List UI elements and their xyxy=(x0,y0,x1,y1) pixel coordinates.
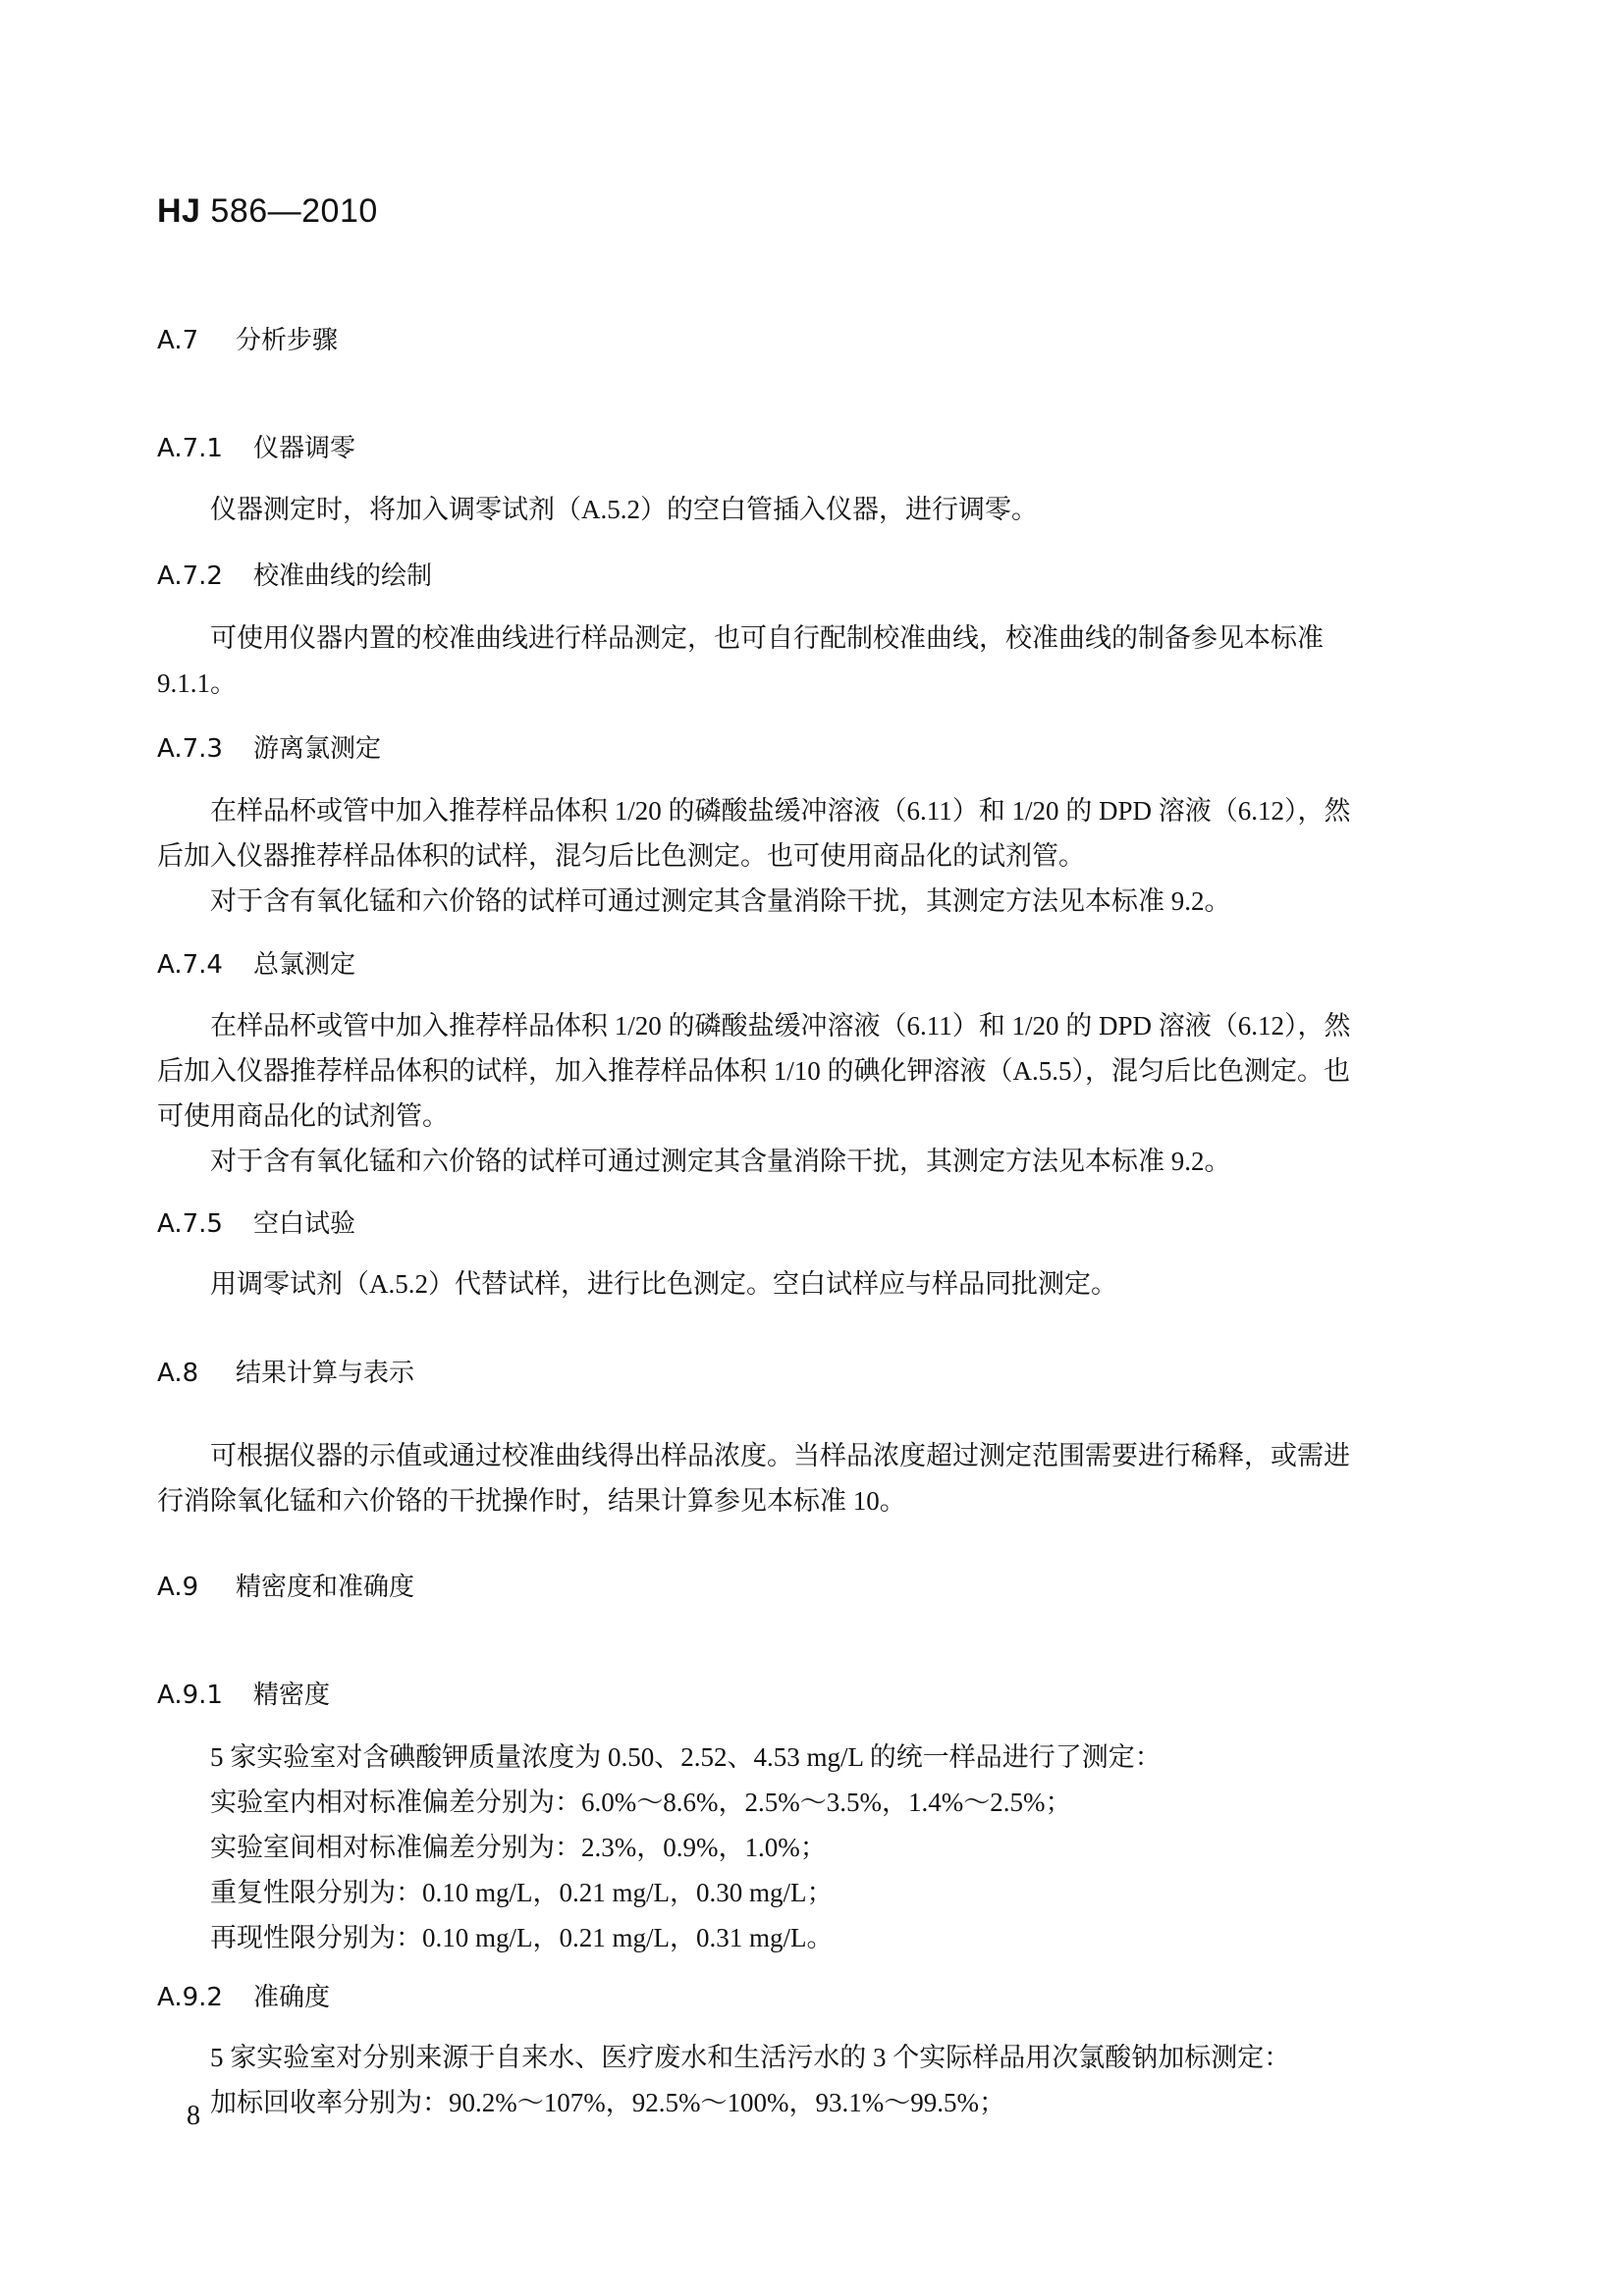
paragraph-a9-2: 5 家实验室对分别来源于自来水、医疗废水和生活污水的 3 个实际样品用次氯酸钠加标测定： 加标回收率分别为：90.2%～107%，92.5%～100%，93.1%～99.5%； xyxy=(210,2043,1291,2117)
heading-a7: A.7 分析步骤 xyxy=(157,326,339,355)
heading-a7-4: A.7.4 总氯测定 xyxy=(157,950,356,980)
paragraph-a7-1: 仪器测定时，将加入调零试剂（A.5.2）的空白管插入仪器，进行调零。 xyxy=(210,495,1038,524)
paragraph-a7-2: 可使用仪器内置的校准曲线进行样品测定，也可自行配制校准曲线，校准曲线的制备参见本标准 9.1.1。 xyxy=(157,623,1324,698)
heading-a7-1: A.7.1 仪器调零 xyxy=(157,434,356,463)
paragraph-a9-1: 5 家实验室对含碘酸钾质量浓度为 0.50、2.52、4.53 mg/L 的统一样品进行了测定： 实验室内相对标准偏差分别为：6.0%～8.6%，2.5%～3.5%，1.4%～2.5%； 实验室间相对标准偏差分别为：2.3%，0.9%，1.0%； 重复性限分别为：0.10 mg/L，0.21 mg/L，0.30 mg/L； 再现性限分别为：0.10 mg/L，0.21 mg/L，0.31 mg/L。 xyxy=(210,1742,1162,1952)
heading-a9-1: A.9.1 精密度 xyxy=(157,1681,331,1710)
paragraph-a7-4: 在样品杯或管中加入推荐样品体积 1/20 的磷酸盐缓冲溶液（6.11）和 1/20 的 DPD 溶液（6.12），然 后加入仪器推荐样品体积的试样，加入推荐样品体积 1/10 的碘化钾溶液（A.5.5），混匀后比色测定。也 可使用商品化的试剂管。 对于含有氧化锰和六价铬的试样可通过测定其含量消除干扰，其测定方法见本标准 9.2。 xyxy=(157,1011,1351,1176)
page-number: 8 xyxy=(187,2101,200,2131)
document-id: HJ 586—2010 xyxy=(157,192,378,230)
paragraph-a7-5: 用调零试剂（A.5.2）代替试样，进行比色测定。空白试样应与样品同批测定。 xyxy=(210,1269,1117,1299)
heading-a9-2: A.9.2 准确度 xyxy=(157,1983,331,2012)
heading-a7-5: A.7.5 空白试验 xyxy=(157,1209,356,1239)
heading-a7-2: A.7.2 校准曲线的绘制 xyxy=(157,561,433,591)
heading-a8: A.8 结果计算与表示 xyxy=(157,1359,415,1388)
heading-a9: A.9 精密度和准确度 xyxy=(157,1573,415,1602)
paragraph-a7-3: 在样品杯或管中加入推荐样品体积 1/20 的磷酸盐缓冲溶液（6.11）和 1/20 的 DPD 溶液（6.12），然 后加入仪器推荐样品体积的试样，混匀后比色测定。也可使用商品化的试剂管。 对于含有氧化锰和六价铬的试样可通过测定其含量消除干扰，其测定方法见本标准 9.2。 xyxy=(157,796,1351,916)
heading-a7-3: A.7.3 游离氯测定 xyxy=(157,734,382,764)
paragraph-a8: 可根据仪器的示值或通过校准曲线得出样品浓度。当样品浓度超过测定范围需要进行稀释，或需进 行消除氧化锰和六价铬的干扰操作时，结果计算参见本标准 10。 xyxy=(157,1441,1350,1516)
